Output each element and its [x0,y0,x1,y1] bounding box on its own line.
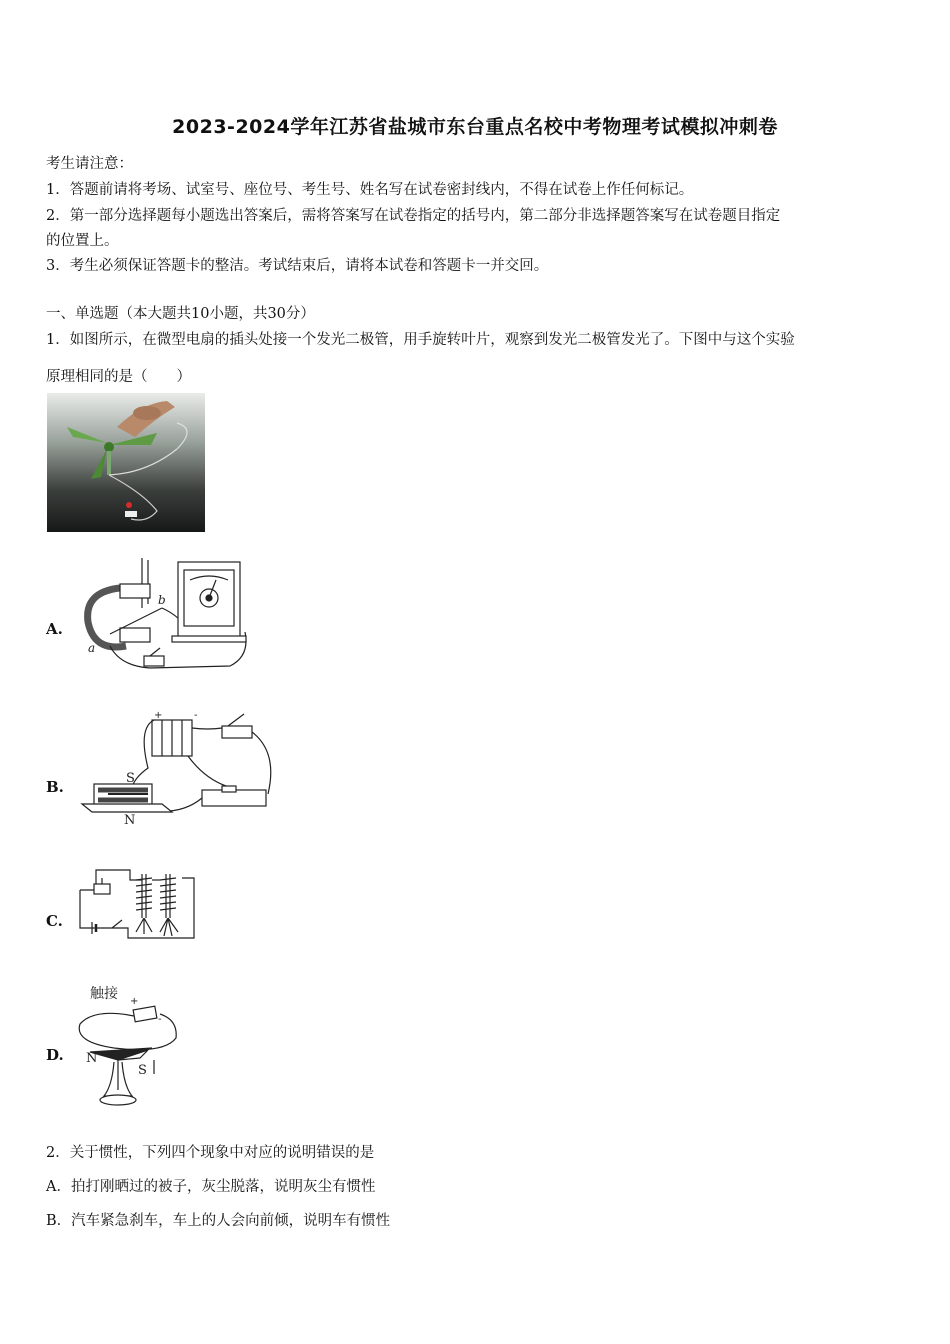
notice-heading: 考生请注意： [46,156,133,172]
question-1-stem-cont: 原理相同的是（ ） [46,369,191,385]
notice-item-1: 1．答题前请将考场、试室号、座位号、考生号、姓名写在试卷密封线内，不得在试卷上作任何标记。 [46,182,694,198]
option-a-figure [80,556,252,680]
label-south: S [138,1063,147,1078]
question-1-stem: 1．如图所示，在微型电扇的插头处接一个发光二极管，用手旋转叶片，观察到发光二极管发光了。下图中与这个实验 [46,332,795,348]
fan-led-photo [47,393,205,532]
question-2-stem: 2．关于惯性，下列四个现象中对应的说明错误的是 [46,1145,375,1161]
label-a: a [88,641,96,655]
label-touch: 触接 [90,986,118,1002]
question-2-option-a: A．拍打刚晒过的被子，灰尘脱落，说明灰尘有惯性 [46,1179,376,1195]
battery-plus: + [154,710,163,721]
label-north: N [86,1051,98,1066]
page-title: 2023-2024学年江苏省盐城市东台重点名校中考物理考试模拟冲刺卷 [172,116,778,138]
option-c-figure [76,866,202,944]
option-d-figure [74,978,186,1110]
notice-item-2-cont: 的位置上。 [46,233,119,249]
notice-item-3: 3．考生必须保证答题卡的整洁。考试结束后，请将本试卷和答题卡一并交回。 [46,258,549,274]
question-2-option-b: B．汽车紧急刹车，车上的人会向前倾，说明车有惯性 [46,1213,391,1229]
option-a-label: A. [46,620,63,638]
label-minus: - [158,1014,162,1025]
notice-item-2: 2．第一部分选择题每小题选出答案后，需将答案写在试卷指定的括号内，第二部分非选择题答案写在试卷题目指定 [46,208,781,224]
label-plus: + [130,996,139,1007]
label-s: S [126,771,135,786]
option-b-label: B. [46,778,64,796]
option-b-figure [78,708,278,826]
label-n: N [124,813,136,826]
option-c-label: C. [46,912,63,930]
option-d-label: D. [46,1046,64,1064]
label-b: b [158,593,166,607]
section-heading: 一、单选题（本大题共10小题，共30分） [46,306,315,322]
battery-minus: - [194,710,198,721]
